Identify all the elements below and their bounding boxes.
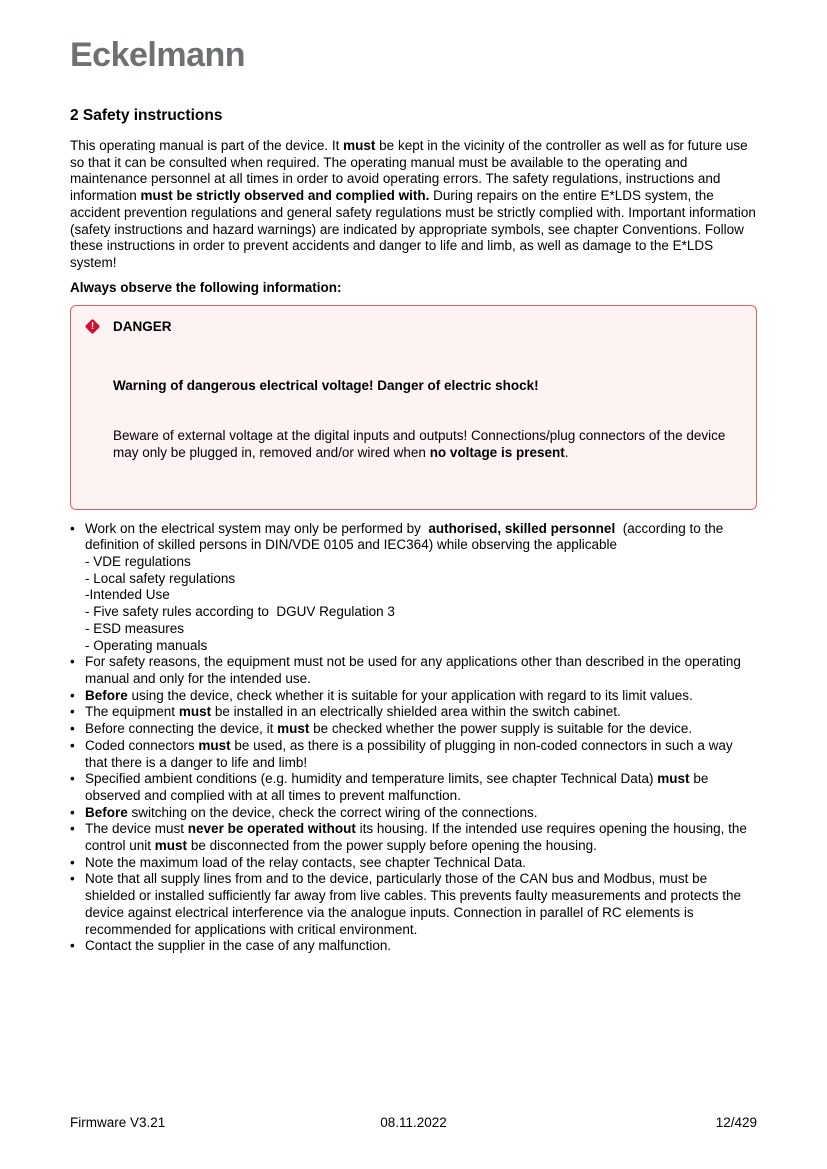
page-content <box>70 0 760 955</box>
danger-diamond-icon: ! <box>85 319 100 334</box>
eckelmann-logo: Eckelmann <box>70 36 246 74</box>
list-item <box>70 871 757 938</box>
danger-callout-box <box>70 305 757 509</box>
intro-paragraph: This operating manual is part of the device. It must be kept in the vicinity of the controller as well as for future use so that it can be consulted when required. The operating manual must be available to the operating and maintenance personnel at all times in order to avoid operating errors. The safety regulations, instructions and information must be strictly observed and complied with. During repairs on the entire E*LDS system, the accident prevention regulations and general safety regulations must be strictly complied with. Important information (safety instructions and hazard warnings) are indicated by appropriate symbols, see chapter Conventions. Follow these instructions in order to prevent accidents and danger to life and limb, as well as damage to the E*LDS system! <box>70 138 760 270</box>
bullet-text: Coded connectors must be used, as there is a possibility of plugging in non-coded connectors in such a way that there is a danger to life and limb! <box>85 737 737 770</box>
bullet-text: Before using the device, check whether it is suitable for your application with regard to its limit values. <box>85 687 693 703</box>
danger-header <box>85 319 740 334</box>
list-item <box>70 821 757 854</box>
danger-title: DANGER <box>113 319 172 335</box>
danger-body <box>113 344 740 494</box>
bullet-text: Before connecting the device, it must be checked whether the power supply is suitable for the device. <box>85 721 693 737</box>
bullet-icon: • <box>70 737 75 753</box>
bullet-icon: • <box>70 854 75 870</box>
list-item <box>70 805 757 822</box>
bullet-text: Note that all supply lines from and to the device, particularly those of the CAN bus and Modbus, must be shielded or installed sufficiently far away from live cables. This prevents faulty measurements and protects the device against electrical interference via the analogue inputs. Connection in parallel of RC elements is recommended for applications with critical environment. <box>85 871 745 937</box>
list-item <box>70 771 757 804</box>
danger-warning-text: Beware of external voltage at the digital inputs and outputs! Connections/plug connectors of the device may only be plugged in, removed and/or wired when no voltage is present. <box>113 427 730 460</box>
footer-firmware-version: Firmware V3.21 <box>70 1115 166 1130</box>
bullet-icon: • <box>70 687 75 703</box>
footer-page-number: 12/429 <box>715 1115 757 1130</box>
safety-bullet-list <box>70 521 757 955</box>
section-heading: 2 Safety instructions <box>70 107 223 124</box>
list-item <box>70 654 757 687</box>
bullet-subline: - Five safety rules according to DGUV Regulation 3 <box>85 604 395 620</box>
bullet-text: Note the maximum load of the relay contacts, see chapter Technical Data. <box>85 854 526 870</box>
bullet-icon: • <box>70 804 75 820</box>
bullet-icon: • <box>70 871 75 887</box>
list-item <box>70 688 757 705</box>
bullet-text: The device must never be operated without its housing. If the intended use requires opening the housing, the control unit must be disconnected from the power supply before opening the housing. <box>85 821 751 854</box>
list-item <box>70 855 757 872</box>
bullet-subline: - VDE regulations <box>85 554 191 570</box>
bullet-icon: • <box>70 704 75 720</box>
bullet-icon: • <box>70 721 75 737</box>
bullet-subline: -Intended Use <box>85 587 170 603</box>
bullet-icon: • <box>70 771 75 787</box>
list-item <box>70 704 757 721</box>
bullet-icon: • <box>70 654 75 670</box>
bullet-subline: - Local safety regulations <box>85 570 236 586</box>
bullet-icon: • <box>70 938 75 954</box>
danger-warning-title: Warning of dangerous electrical voltage! Danger of electric shock! <box>113 377 539 393</box>
list-item <box>70 721 757 738</box>
bullet-icon: • <box>70 520 75 536</box>
bullet-text: The equipment must be installed in an electrically shielded area within the switch cabinet. <box>85 704 621 720</box>
list-item <box>70 938 757 955</box>
always-observe-heading: Always observe the following information: <box>70 279 342 295</box>
page-footer <box>70 1115 757 1132</box>
bullet-text: Before switching on the device, check the correct wiring of the connections. <box>85 804 538 820</box>
bullet-subline: - ESD measures <box>85 620 185 636</box>
bullet-text: Contact the supplier in the case of any malfunction. <box>85 938 392 954</box>
bullet-text: Work on the electrical system may only be performed by authorised, skilled personnel (according to the definition of skilled persons in DIN/VDE 0105 and IEC364) while observing the applicable - VDE regulations - Local safety regulations -Intended Use - Five safety rules according to DGUV Regulation 3 - ESD measures - Operating manuals <box>85 521 757 655</box>
footer-date: 08.11.2022 <box>380 1115 447 1130</box>
bullet-text: For safety reasons, the equipment must not be used for any applications other than described in the operating manual and only for the intended use. <box>85 654 745 686</box>
bullet-icon: • <box>70 821 75 837</box>
bullet-text: Specified ambient conditions (e.g. humidity and temperature limits, see chapter Technical Data) must be observed and complied with at all times to prevent malfunction. <box>85 771 713 803</box>
list-item <box>70 521 757 655</box>
bullet-subline: - Operating manuals <box>85 637 208 653</box>
list-item <box>70 738 757 771</box>
